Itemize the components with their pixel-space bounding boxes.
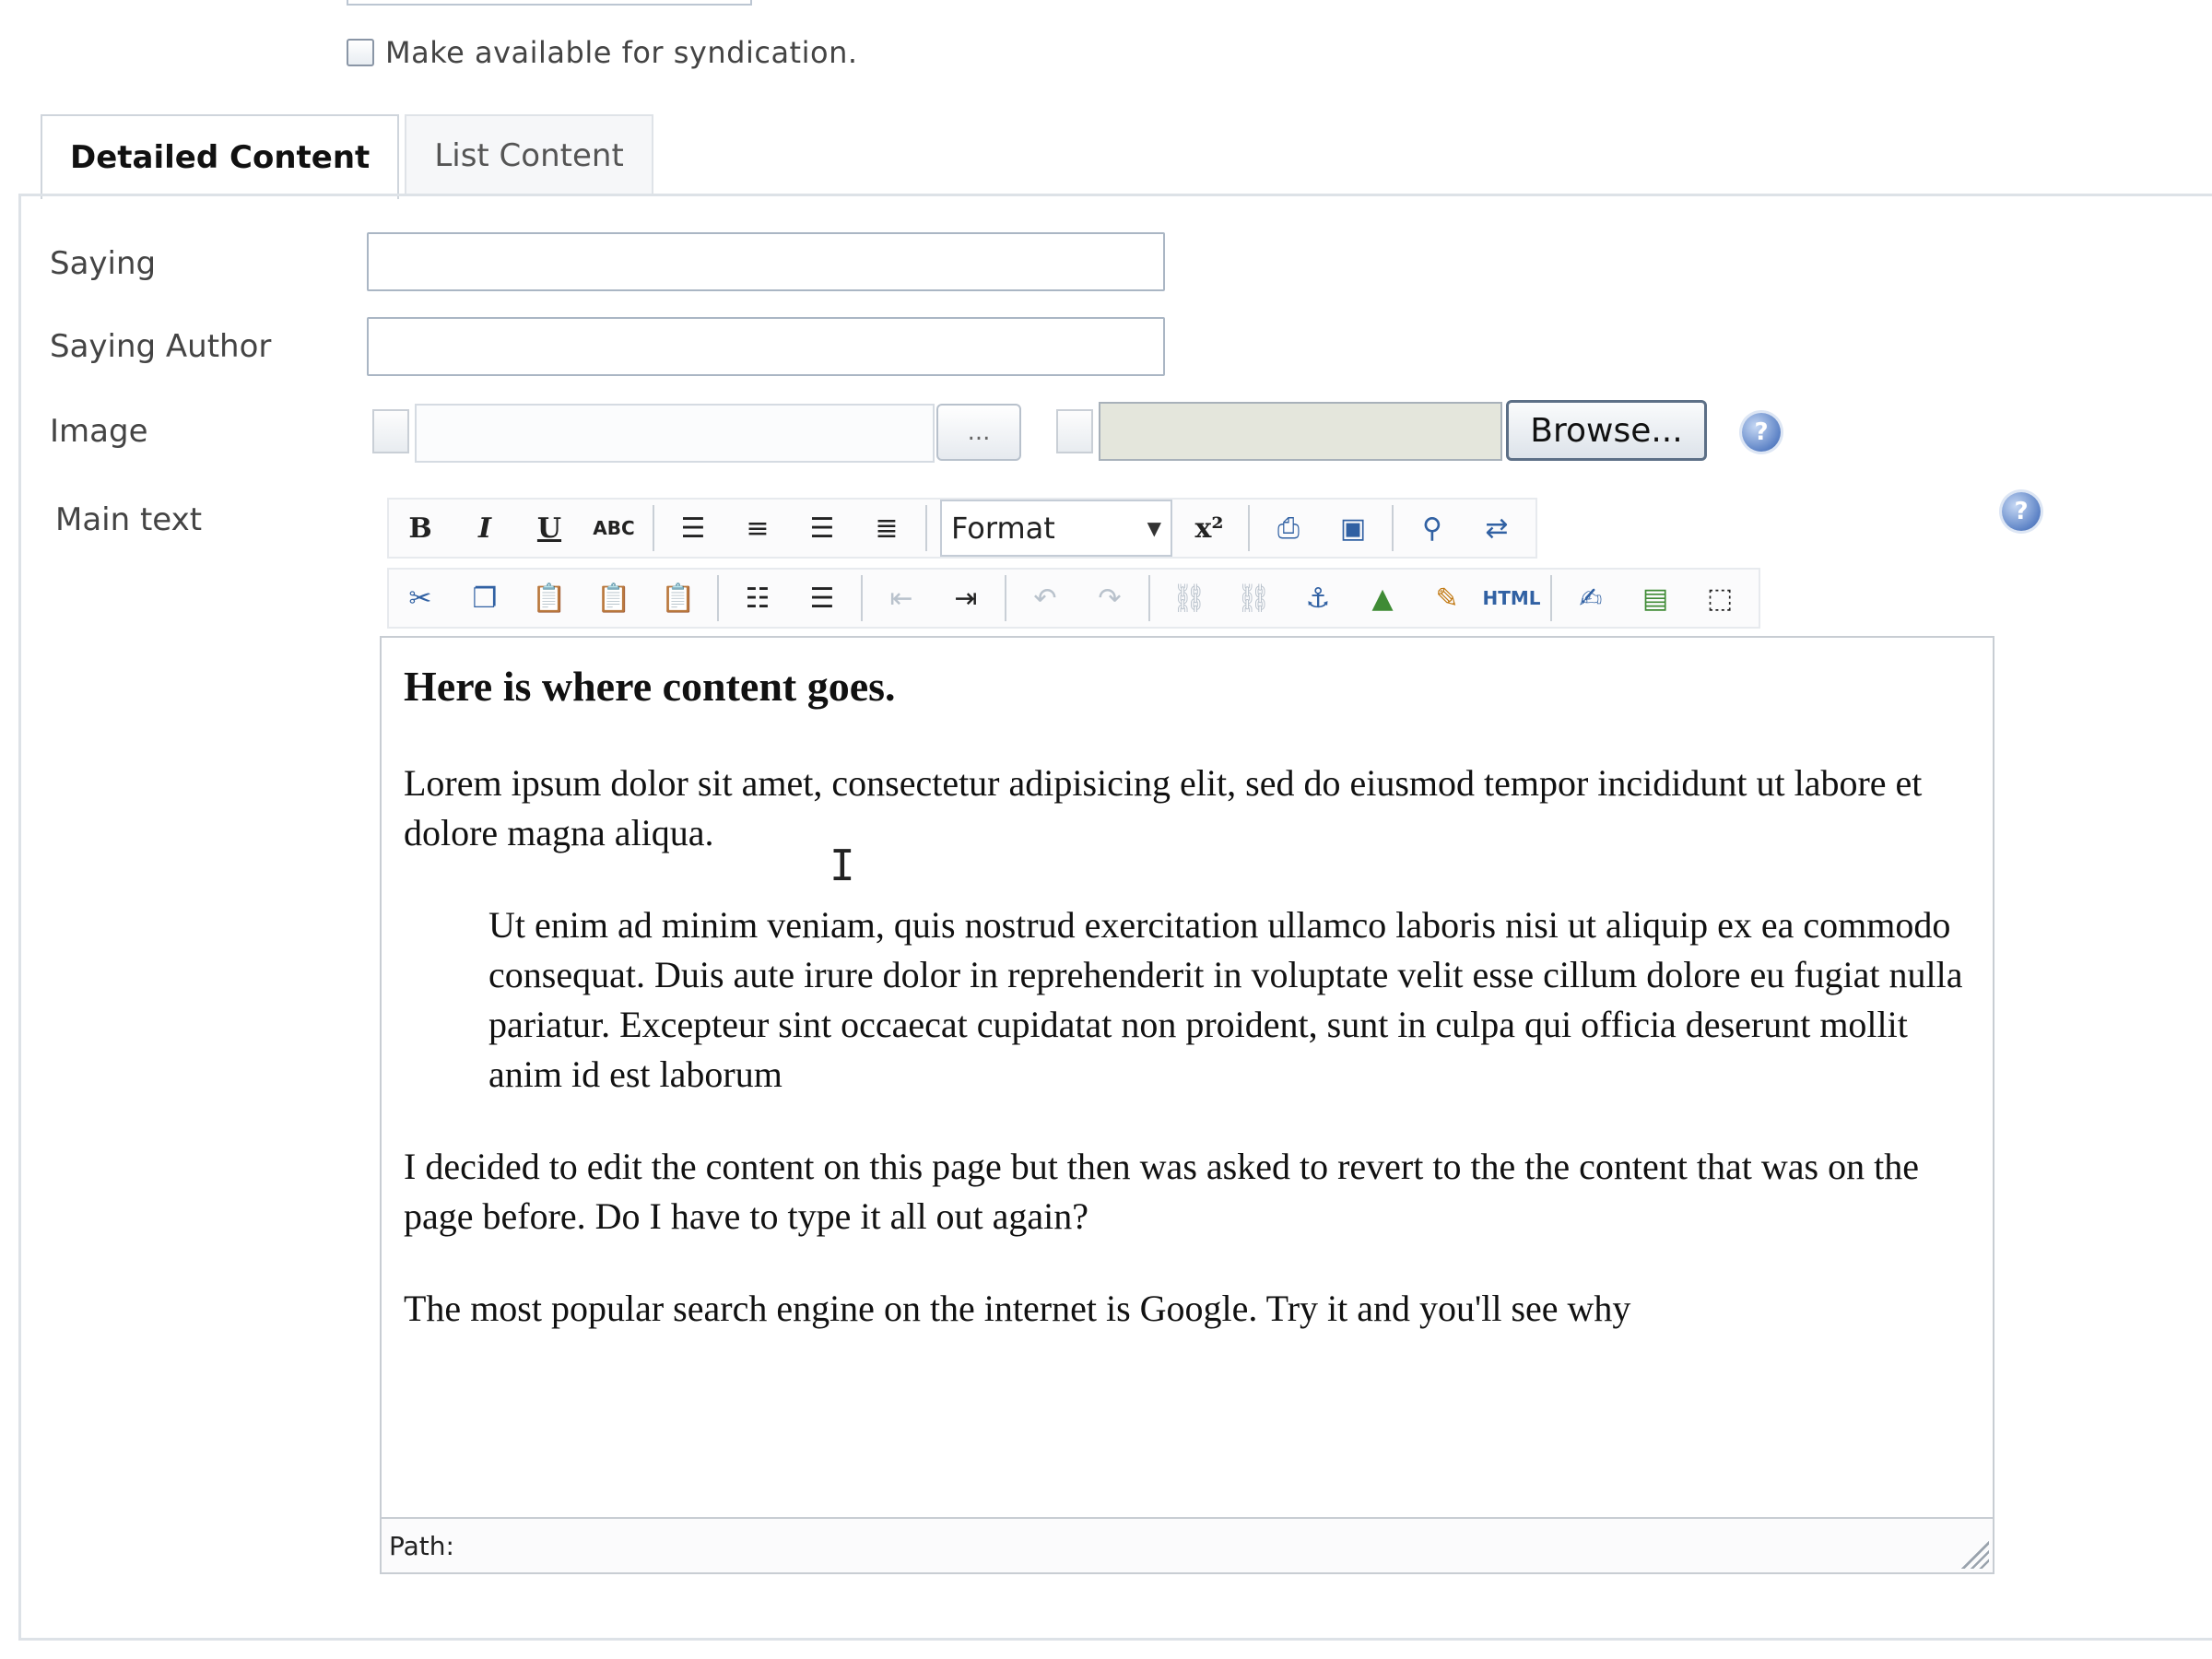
toolbar-separator [861, 575, 863, 621]
print-icon[interactable]: ⎙ [1277, 512, 1300, 545]
path-label: Path: [389, 1530, 454, 1561]
find-icon[interactable]: ⚲ [1422, 512, 1442, 545]
bold-icon[interactable]: B [408, 512, 432, 545]
saying-author-label: Saying Author [50, 328, 272, 365]
toolbar-group-edit [387, 568, 1760, 629]
saying-author-input[interactable] [367, 317, 1165, 376]
toolbar-separator [1392, 505, 1394, 551]
align-right-icon[interactable]: ☰ [809, 512, 835, 545]
toolbar-separator [1148, 575, 1150, 621]
bulleted-list-icon[interactable]: ☷ [745, 582, 771, 615]
resize-grip-icon[interactable] [1961, 1541, 1989, 1569]
cleanup-icon[interactable]: ✎ [1435, 582, 1459, 615]
select-all-icon[interactable]: ⬚ [1706, 582, 1734, 615]
superscript-icon[interactable]: x² [1194, 512, 1224, 545]
toolbar-separator [1550, 575, 1552, 621]
text-cursor-icon: I [830, 841, 855, 890]
template-icon[interactable]: ✍ [1579, 582, 1603, 615]
browse-button[interactable]: Browse... [1506, 400, 1707, 461]
editor-toolbar-row-2 [387, 566, 1760, 630]
underline-icon[interactable]: U [536, 512, 562, 545]
align-left-icon[interactable]: ☰ [680, 512, 706, 545]
paste-icon[interactable]: 📋 [532, 582, 567, 615]
toolbar-separator [653, 505, 654, 551]
unlink-icon[interactable]: ⛓ [1235, 582, 1272, 615]
image-path-input[interactable] [415, 404, 935, 463]
saying-input[interactable] [367, 232, 1165, 291]
copy-icon[interactable]: ❐ [472, 582, 498, 615]
toolbar-separator [717, 575, 719, 621]
justify-icon[interactable]: ≣ [875, 512, 899, 545]
help-icon[interactable]: ? [1742, 413, 1781, 452]
paste-text-icon[interactable]: 📋 [596, 582, 631, 615]
indent-icon[interactable]: ⇥ [954, 582, 978, 615]
editor-toolbar-row-1 [387, 496, 1537, 560]
format-select[interactable] [940, 500, 1172, 557]
saying-label: Saying [50, 245, 157, 282]
undo-icon[interactable]: ↶ [1033, 582, 1057, 615]
italic-icon[interactable]: I [477, 512, 492, 545]
link-icon[interactable]: ⛓ [1171, 582, 1207, 615]
fullscreen-icon[interactable]: ▣ [1339, 512, 1367, 545]
align-center-icon[interactable]: ≡ [746, 512, 770, 545]
content-paragraph-4: The most popular search engine on the internet is Google. Try it and you'll see why [404, 1288, 1631, 1329]
top-input[interactable] [347, 0, 752, 6]
toolbar-separator [925, 505, 927, 551]
outdent-icon[interactable]: ⇤ [889, 582, 913, 615]
paste-word-icon[interactable]: 📋 [661, 582, 696, 615]
chevron-down-icon: ▼ [1147, 517, 1161, 539]
replace-icon[interactable]: ⇄ [1485, 512, 1509, 545]
image-select-button[interactable]: ... [936, 404, 1021, 461]
redo-icon[interactable]: ↷ [1098, 582, 1122, 615]
format-select-label: Format [951, 511, 1055, 546]
content-heading: Here is where content goes. [404, 663, 896, 710]
toolbar-separator [1005, 575, 1006, 621]
main-text-help-icon[interactable]: ? [2002, 492, 2041, 531]
image-label: Image [50, 413, 148, 450]
file-upload-input[interactable] [1099, 402, 1502, 461]
main-text-label: Main text [55, 501, 203, 538]
tab-list-content[interactable]: List Content [405, 114, 653, 195]
numbered-list-icon[interactable]: ☰ [809, 582, 835, 615]
syndication-checkbox[interactable] [347, 39, 374, 66]
image-file-icon [372, 409, 409, 453]
tab-detailed-content[interactable]: Detailed Content [41, 114, 399, 199]
anchor-icon[interactable]: ⚓ [1305, 582, 1331, 615]
strikethrough-icon[interactable]: ABC [593, 517, 635, 539]
editor-content-area[interactable] [380, 636, 1994, 1519]
content-blockquote: Ut enim ad minim veniam, quis nostrud exercitation ullamco laboris nisi ut aliquip ex ea commodo consequat. Duis aute irure dolor in reprehenderit in voluptate velit esse cillum dolore eu fugiat nulla pariatur. Excepteur sint occaecat cupidatat non proident, sunt in culpa qui officia deserunt mollit anim id est laborum [488, 904, 1963, 1095]
content-paragraph-1: Lorem ipsum dolor sit amet, consectetur adipisicing elit, sed do eiusmod tempor incididunt ut labore et dolore magna aliqua. [404, 762, 1923, 853]
image-icon[interactable]: ▲ [1371, 582, 1394, 615]
editor-status-bar [380, 1517, 1994, 1574]
toolbar-separator [1248, 505, 1250, 551]
content-paragraph-3: I decided to edit the content on this page but then was asked to revert to the the content that was on the page before. Do I have to type it all out again? [404, 1146, 1919, 1237]
tab-bar [41, 114, 659, 197]
media-icon[interactable]: ▤ [1641, 582, 1669, 615]
syndication-label: Make available for syndication. [385, 35, 858, 70]
upload-file-icon [1056, 409, 1093, 453]
cut-icon[interactable]: ✂ [408, 582, 432, 615]
syndication-row [347, 35, 858, 70]
toolbar-group-formatting [387, 498, 1537, 559]
html-icon[interactable]: HTML [1482, 587, 1541, 609]
